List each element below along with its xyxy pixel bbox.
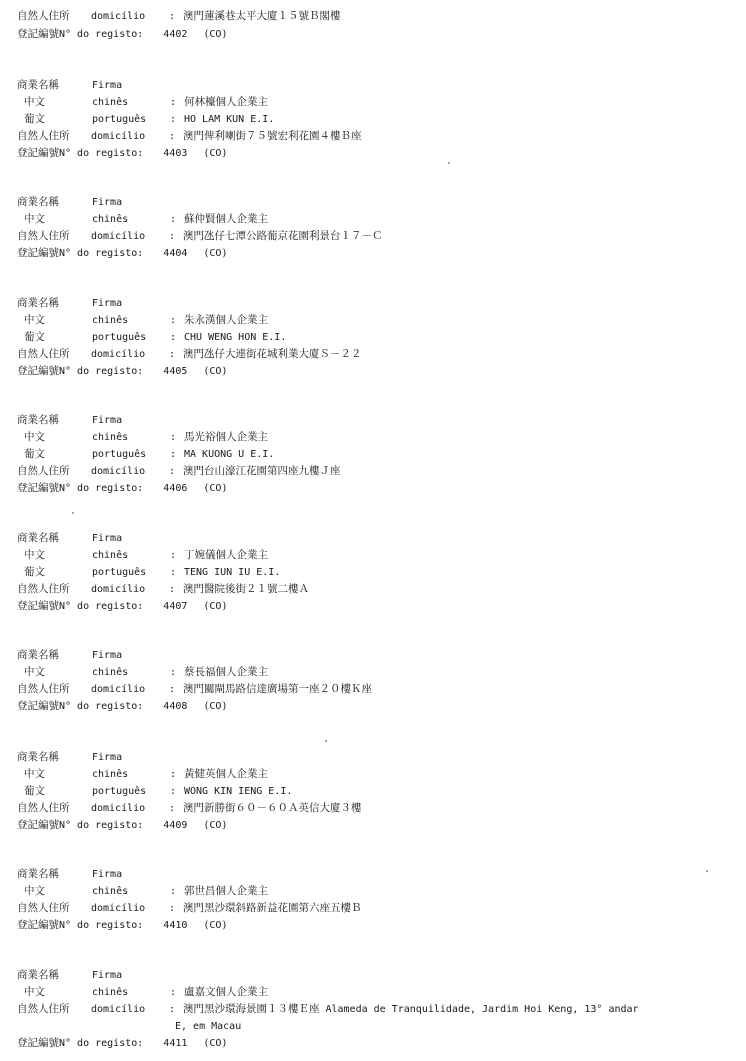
chinese-label-zh: 中文 (24, 549, 45, 561)
colon: : (170, 315, 177, 326)
colon: : (169, 903, 176, 914)
chinese-name-line (17, 766, 268, 783)
domicile-line (17, 463, 341, 480)
registration-label-zh: 登記編號 (17, 482, 59, 494)
chinese-name-line (17, 664, 268, 681)
domicile-line (17, 1001, 639, 1018)
chinese-label-pt: chinês (92, 315, 129, 326)
chinese-label-pt: chinês (92, 987, 129, 998)
registration-label-zh: 登記編號 (17, 147, 59, 159)
firm-heading (17, 412, 122, 429)
registration-number: 4406 (163, 483, 188, 494)
colon: : (169, 11, 176, 22)
chinese-label-pt: chinês (92, 667, 129, 678)
colon: : (170, 987, 177, 998)
registration-number: 4405 (163, 366, 188, 377)
domicile-label-zh: 自然人住所 (17, 802, 70, 814)
chinese-label-zh: 中文 (24, 96, 45, 108)
chinese-name: 郭世昌個人企業主 (184, 885, 268, 897)
registration-line (17, 598, 227, 615)
chinese-name: 黃健英個人企業主 (184, 768, 268, 780)
chinese-name-line (17, 547, 268, 564)
chinese-label-pt: chinês (92, 214, 129, 225)
domicile-line (17, 800, 362, 817)
firm-label-pt: Firma (92, 650, 123, 661)
colon: : (170, 786, 177, 797)
portuguese-label-pt: português (92, 567, 147, 578)
colon: : (169, 466, 176, 477)
registration-label-pt: N° do registo: (59, 920, 144, 931)
colon: : (169, 684, 176, 695)
firm-heading (17, 866, 122, 883)
registration-number: 4402 (163, 29, 188, 40)
portuguese-label-pt: português (92, 332, 147, 343)
firm-heading (17, 647, 122, 664)
chinese-name-line (17, 984, 268, 1001)
scan-speck (448, 162, 450, 164)
domicile-label-pt: domicílio (91, 684, 146, 695)
domicile-line (17, 346, 362, 363)
portuguese-label-pt: português (92, 786, 147, 797)
portuguese-name: HO LAM KUN E.I. (184, 114, 275, 125)
domicile-address: 澳門氹仔大連街花城利業大廈Ｓ－２２ (183, 348, 362, 360)
domicile-address: 澳門關閘馬路信達廣場第一座２０樓Ｋ座 (183, 683, 372, 695)
colon: : (170, 567, 177, 578)
registration-line (17, 817, 227, 834)
registration-label-pt: N° do registo: (59, 248, 144, 259)
firm-label-zh: 商業名稱 (17, 79, 59, 91)
chinese-label-zh: 中文 (24, 431, 45, 443)
domicile-address: 澳門黑沙環斜路新益花園第六座五樓Ｂ (183, 902, 362, 914)
registration-number: 4411 (163, 1038, 188, 1049)
scan-speck (325, 740, 327, 742)
domicile-label-zh: 自然人住所 (17, 1003, 70, 1015)
portuguese-name: TENG IUN IU E.I. (184, 567, 281, 578)
registration-line (17, 26, 227, 43)
portuguese-name-line (17, 446, 274, 463)
colon: : (170, 550, 177, 561)
registration-label-pt: N° do registo: (59, 366, 144, 377)
domicile-address: 澳門蓮溪巷太平大廈１５號Ｂ閣樓 (183, 10, 341, 22)
registration-number: 4410 (163, 920, 188, 931)
domicile-label-pt: domicílio (91, 803, 146, 814)
chinese-label-zh: 中文 (24, 314, 45, 326)
domicile-label-zh: 自然人住所 (17, 230, 70, 242)
registration-code: (CO) (203, 920, 228, 931)
firm-label-pt: Firma (92, 869, 123, 880)
domicile-label-pt: domicílio (91, 466, 146, 477)
chinese-name-line (17, 211, 268, 228)
registration-label-zh: 登記編號 (17, 247, 59, 259)
domicile-label-zh: 自然人住所 (17, 348, 70, 360)
domicile-line (17, 8, 341, 25)
firm-heading (17, 749, 122, 766)
registration-label-pt: N° do registo: (59, 820, 144, 831)
chinese-name: 馬光裕個人企業主 (184, 431, 268, 443)
portuguese-label-zh: 葡文 (24, 785, 45, 797)
portuguese-label-zh: 葡文 (24, 448, 45, 460)
portuguese-label-pt: português (92, 114, 147, 125)
chinese-label-pt: chinês (92, 886, 129, 897)
registration-code: (CO) (203, 148, 228, 159)
colon: : (169, 231, 176, 242)
registration-line (17, 1035, 227, 1052)
domicile-address-pt-continued: E, em Macau (175, 1021, 242, 1032)
domicile-label-zh: 自然人住所 (17, 130, 70, 142)
registration-code: (CO) (203, 366, 228, 377)
portuguese-name-line (17, 111, 274, 128)
chinese-name: 盧嘉文個人企業主 (184, 986, 268, 998)
registration-number: 4403 (163, 148, 188, 159)
scan-speck (72, 512, 74, 514)
firm-label-pt: Firma (92, 415, 123, 426)
registration-label-zh: 登記編號 (17, 1037, 59, 1049)
chinese-label-zh: 中文 (24, 885, 45, 897)
colon: : (170, 432, 177, 443)
colon: : (169, 131, 176, 142)
portuguese-label-zh: 葡文 (24, 113, 45, 125)
domicile-line (17, 581, 309, 598)
domicile-address: 澳門俾利喇街７５號宏利花園４樓Ｂ座 (183, 130, 362, 142)
domicile-address-pt: Alameda de Tranquilidade, Jardim Hoi Keng, 13° andar (325, 1004, 639, 1015)
firm-label-zh: 商業名稱 (17, 751, 59, 763)
portuguese-label-zh: 葡文 (24, 566, 45, 578)
registration-line (17, 698, 227, 715)
domicile-label-pt: domicílio (91, 11, 146, 22)
registration-label-pt: N° do registo: (59, 1038, 144, 1049)
scan-speck (706, 870, 708, 872)
firm-label-pt: Firma (92, 197, 123, 208)
portuguese-name: WONG KIN IENG E.I. (184, 786, 293, 797)
colon: : (169, 803, 176, 814)
colon: : (170, 97, 177, 108)
registration-label-pt: N° do registo: (59, 29, 144, 40)
domicile-address: 澳門醫院後街２１號二樓Ａ (183, 583, 309, 595)
portuguese-name-line (17, 329, 286, 346)
colon: : (169, 584, 176, 595)
registration-label-zh: 登記編號 (17, 700, 59, 712)
registration-label-zh: 登記編號 (17, 365, 59, 377)
firm-label-zh: 商業名稱 (17, 532, 59, 544)
domicile-label-pt: domicílio (91, 231, 146, 242)
domicile-address: 澳門氹仔七潭公路葡京花園利景台１７－Ｃ (183, 230, 383, 242)
colon: : (170, 332, 177, 343)
chinese-label-zh: 中文 (24, 768, 45, 780)
domicile-address: 澳門黑沙環海景園１３樓Ｅ座 (183, 1003, 320, 1015)
portuguese-name: MA KUONG U E.I. (184, 449, 275, 460)
firm-label-pt: Firma (92, 533, 123, 544)
chinese-name: 何林檯個人企業主 (184, 96, 268, 108)
registration-label-zh: 登記編號 (17, 819, 59, 831)
registration-number: 4407 (163, 601, 188, 612)
firm-label-zh: 商業名稱 (17, 868, 59, 880)
domicile-line (17, 681, 372, 698)
colon: : (170, 449, 177, 460)
domicile-label-pt: domicílio (91, 1004, 146, 1015)
colon: : (170, 214, 177, 225)
firm-label-zh: 商業名稱 (17, 649, 59, 661)
domicile-label-pt: domicílio (91, 131, 146, 142)
domicile-label-zh: 自然人住所 (17, 902, 70, 914)
chinese-name-line (17, 312, 268, 329)
colon: : (170, 114, 177, 125)
portuguese-name: CHU WENG HON E.I. (184, 332, 287, 343)
registration-code: (CO) (203, 483, 228, 494)
domicile-label-pt: domicílio (91, 584, 146, 595)
firm-label-zh: 商業名稱 (17, 414, 59, 426)
chinese-name: 蔡長福個人企業主 (184, 666, 268, 678)
chinese-name: 丁婉儀個人企業主 (184, 549, 268, 561)
registration-number: 4404 (163, 248, 188, 259)
portuguese-name-line (17, 783, 292, 800)
domicile-label-zh: 自然人住所 (17, 465, 70, 477)
firm-heading (17, 530, 122, 547)
chinese-name-line (17, 883, 268, 900)
domicile-label-zh: 自然人住所 (17, 583, 70, 595)
registration-code: (CO) (203, 820, 228, 831)
chinese-label-zh: 中文 (24, 213, 45, 225)
registration-code: (CO) (203, 29, 228, 40)
registration-label-pt: N° do registo: (59, 601, 144, 612)
firm-heading (17, 295, 122, 312)
portuguese-label-zh: 葡文 (24, 331, 45, 343)
registration-line (17, 480, 227, 497)
firm-label-zh: 商業名稱 (17, 297, 59, 309)
firm-label-pt: Firma (92, 298, 123, 309)
chinese-label-pt: chinês (92, 550, 129, 561)
registration-label-zh: 登記編號 (17, 28, 59, 40)
registration-number: 4409 (163, 820, 188, 831)
domicile-line (17, 128, 362, 145)
domicile-label-pt: domicílio (91, 903, 146, 914)
colon: : (169, 1004, 176, 1015)
registration-label-pt: N° do registo: (59, 701, 144, 712)
domicile-label-zh: 自然人住所 (17, 10, 70, 22)
chinese-label-pt: chinês (92, 432, 129, 443)
registration-code: (CO) (203, 1038, 228, 1049)
firm-label-zh: 商業名稱 (17, 969, 59, 981)
firm-label-pt: Firma (92, 752, 123, 763)
domicile-line (17, 900, 362, 917)
chinese-name-line (17, 94, 268, 111)
registration-code: (CO) (203, 248, 228, 259)
registration-label-zh: 登記編號 (17, 600, 59, 612)
registration-code: (CO) (203, 701, 228, 712)
colon: : (170, 667, 177, 678)
registration-code: (CO) (203, 601, 228, 612)
chinese-label-pt: chinês (92, 769, 129, 780)
registration-line (17, 245, 227, 262)
colon: : (169, 349, 176, 360)
domicile-label-pt: domicílio (91, 349, 146, 360)
registration-number: 4408 (163, 701, 188, 712)
firm-heading (17, 77, 122, 94)
registration-label-pt: N° do registo: (59, 148, 144, 159)
chinese-name-line (17, 429, 268, 446)
chinese-label-pt: chinês (92, 97, 129, 108)
registration-line (17, 363, 227, 380)
colon: : (170, 769, 177, 780)
chinese-name: 朱永漢個人企業主 (184, 314, 268, 326)
firm-label-pt: Firma (92, 80, 123, 91)
firm-label-zh: 商業名稱 (17, 196, 59, 208)
chinese-label-zh: 中文 (24, 666, 45, 678)
firm-heading (17, 967, 122, 984)
portuguese-name-line (17, 564, 280, 581)
registration-label-pt: N° do registo: (59, 483, 144, 494)
domicile-address: 澳門台山濠江花園第四座九樓Ｊ座 (183, 465, 341, 477)
domicile-line (17, 228, 383, 245)
colon: : (170, 886, 177, 897)
registration-line (17, 917, 227, 934)
chinese-name: 蘇仲賢個人企業主 (184, 213, 268, 225)
chinese-label-zh: 中文 (24, 986, 45, 998)
domicile-address: 澳門新勝街６０－６０Ａ英信大廈３樓 (183, 802, 362, 814)
registration-line (17, 145, 227, 162)
registration-label-zh: 登記編號 (17, 919, 59, 931)
portuguese-label-pt: português (92, 449, 147, 460)
firm-heading (17, 194, 122, 211)
firm-label-pt: Firma (92, 970, 123, 981)
domicile-label-zh: 自然人住所 (17, 683, 70, 695)
